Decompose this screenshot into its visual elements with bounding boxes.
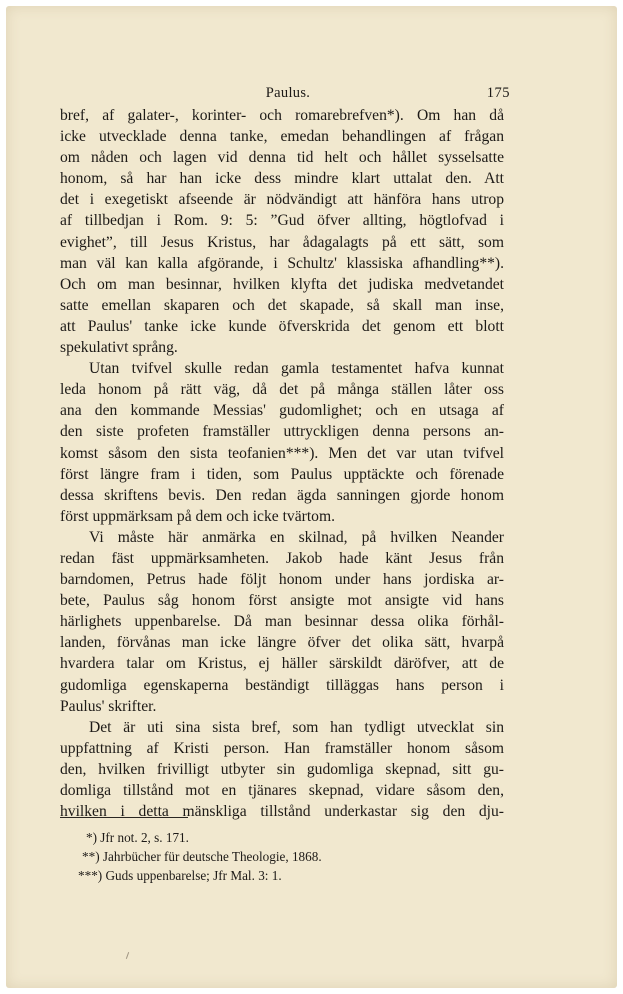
text-line: evighet”, till Jesus Kristus, har ådagalagts på ett sätt, som	[60, 233, 504, 251]
text-line: barndomen, Petrus hade följt honom under hans jordiska ar-	[60, 571, 504, 589]
text-line: den siste profeten framställer uttryckligen denna persons an-	[60, 423, 504, 441]
footnote: ***) Guds uppenbarelse; Jfr Mal. 3: 1.	[78, 868, 282, 883]
page-number: 175	[486, 85, 510, 101]
text-line: spekulativt språng.	[60, 339, 178, 357]
footnotes	[78, 828, 498, 885]
text-line: först längre fram i tiden, som Paulus upptäckte och förenade	[60, 465, 504, 483]
text-line: icke utvecklade denna tanke, emedan behandlingen af frågan	[60, 128, 504, 146]
text-line: Paulus' skrifter.	[60, 697, 157, 715]
text-line: uppfattning af Kristi person. Han framställer honom såsom	[60, 739, 504, 757]
text-line: hvardera talar om Kristus, ej häller särskildt däröfver, att de	[60, 655, 504, 673]
text-line: det i exegetiskt afseende är nödvändigt att hänföra hans utrop	[60, 191, 504, 209]
text-line: domliga tillstånd mot en tjänares skepnad, vidare såsom den,	[60, 782, 504, 799]
text-line: först uppmärksam på dem och icke tvärtom.	[60, 507, 335, 525]
text-line: dessa skriftens bevis. Den redan ägda sanningen gjorde honom	[60, 486, 504, 504]
text-line: af tillbedjan i Rom. 9: 5: ”Gud öfver allting, högtlofvad i	[60, 212, 504, 230]
page-header	[66, 85, 510, 105]
text-line: den, hvilken frivilligt utbyter sin gudomliga skepnad, sitt gu-	[60, 760, 504, 778]
text-line: komst såsom den sista teofanien***). Men det var utan tvifvel	[60, 444, 504, 462]
footnote: **) Jahrbücher für deutsche Theologie, 1868.	[82, 849, 322, 864]
text-line: leda honom på rätt väg, då det på många ställen låter oss	[60, 381, 504, 399]
text-line: bref, af galater-, korinter- och romarebrefven*). Om han då	[60, 107, 504, 124]
text-line: redan fäst uppmärksamheten. Jakob hade känt Jesus från	[60, 549, 504, 567]
footnote: *) Jfr not. 2, s. 171.	[86, 830, 189, 845]
text-line: hvilken i detta mänskliga tillstånd underkastar sig den dju-	[60, 803, 504, 821]
running-head: Paulus.	[265, 85, 311, 101]
text-line: man väl kan kalla afgörande, i Schultz' klassiska afhandling**).	[60, 254, 504, 272]
text-line: Utan tvifvel skulle redan gamla testamentet hafva kunnat	[89, 360, 504, 378]
text-line: Och om man besinnar, hvilken klyfta det judiska medvetandet	[60, 275, 504, 293]
footnote-divider	[60, 817, 188, 818]
text-line: satte emellan skaparen och det skapade, så skall man inse,	[60, 296, 504, 314]
text-line: landen, förvånas man icke längre öfver det olika sätt, hvarpå	[60, 634, 504, 652]
text-line: ana den kommande Messias' gudomlighet; och en utsaga af	[60, 402, 504, 420]
body-text	[60, 105, 504, 822]
text-line: honom, så har han icke dess mindre klart uttalat den. Att	[60, 170, 504, 188]
text-line: om nåden och lagen vid denna tid helt och hållet sysselsatte	[60, 149, 504, 167]
text-line: härlighets uppenbarelse. Då man besinnar dessa olika förhål-	[60, 613, 504, 631]
text-line: att Paulus' tanke icke kunde öfverskrida det genom ett blott	[60, 317, 504, 335]
text-line: bete, Paulus såg honom först ansigte mot ansigte vid hans	[60, 592, 504, 610]
text-line: gudomliga egenskaperna beständigt tilläggas hans person i	[60, 676, 504, 694]
text-line: Vi måste här anmärka en skilnad, på hvilken Neander	[89, 528, 504, 546]
text-line: Det är uti sina sista bref, som han tydligt utvecklat sin	[89, 718, 504, 736]
